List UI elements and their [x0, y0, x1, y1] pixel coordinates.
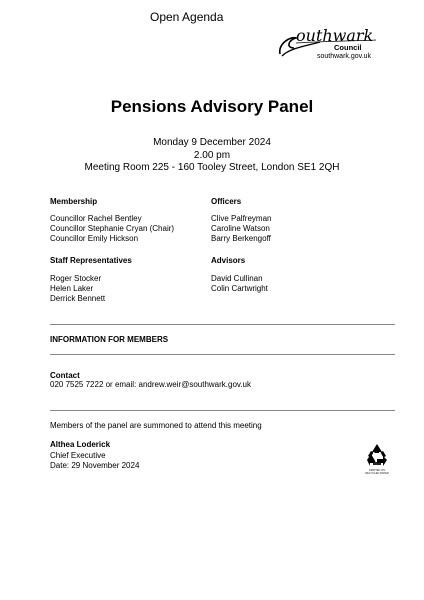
- membership-list: [50, 214, 174, 244]
- list-item: Derrick Bennett: [50, 294, 106, 303]
- page-title: Pensions Advisory Panel: [110, 97, 314, 116]
- list-item: Councillor Rachel Bentley: [50, 214, 142, 223]
- advisors-list: [211, 274, 268, 294]
- recycle-badge: [362, 442, 392, 476]
- list-item: Councillor Emily Hickson: [50, 234, 139, 243]
- signatory-name: Althea Loderick: [50, 440, 111, 449]
- logo-council-text: Council: [334, 43, 362, 52]
- divider: [50, 324, 395, 325]
- list-item: Caroline Watson: [211, 224, 270, 233]
- officers-heading: Officers: [211, 197, 242, 206]
- meeting-date: Monday 9 December 2024: [153, 137, 271, 148]
- advisors-heading: Advisors: [211, 256, 246, 265]
- membership-heading: Membership: [50, 197, 98, 206]
- logo-url-text: southwark.gov.uk: [317, 53, 371, 60]
- meeting-venue: Meeting Room 225 - 160 Tooley Street, London SE1 2QH: [84, 162, 340, 173]
- list-item: Clive Palfreyman: [211, 214, 272, 223]
- meeting-time: 2.00 pm: [193, 150, 231, 161]
- signatory-role: Chief Executive: [50, 451, 106, 460]
- contact-heading: Contact: [50, 371, 80, 380]
- officers-list: [211, 214, 271, 244]
- recycle-caption: PRINTED ON RECYCLED PAPER: [365, 469, 389, 475]
- signatory-date: Date: 29 November 2024: [50, 461, 140, 470]
- divider: [50, 354, 395, 355]
- list-item: Councillor Stephanie Cryan (Chair): [50, 224, 175, 233]
- southwark-logo-swoosh-icon: [276, 22, 380, 68]
- list-item: Roger Stocker: [50, 274, 102, 283]
- list-item: Colin Cartwright: [211, 284, 268, 293]
- divider: [50, 410, 395, 411]
- info-heading: INFORMATION FOR MEMBERS: [50, 335, 169, 344]
- staff-reps-list: [50, 274, 105, 304]
- open-agenda-label: Open Agenda: [150, 10, 224, 24]
- summons-text: Members of the panel are summoned to attend this meeting: [50, 421, 262, 430]
- list-item: Barry Berkengoff: [211, 234, 271, 243]
- recycle-icon: [362, 442, 392, 468]
- list-item: David Cullinan: [211, 274, 263, 283]
- staff-reps-heading: Staff Representatives: [50, 256, 132, 265]
- svg-text:outhwark: outhwark: [296, 26, 374, 45]
- list-item: Helen Laker: [50, 284, 94, 293]
- southwark-council-logo: [276, 22, 380, 68]
- contact-text: 020 7525 7222 or email: andrew.weir@southwark.gov.uk: [50, 380, 251, 389]
